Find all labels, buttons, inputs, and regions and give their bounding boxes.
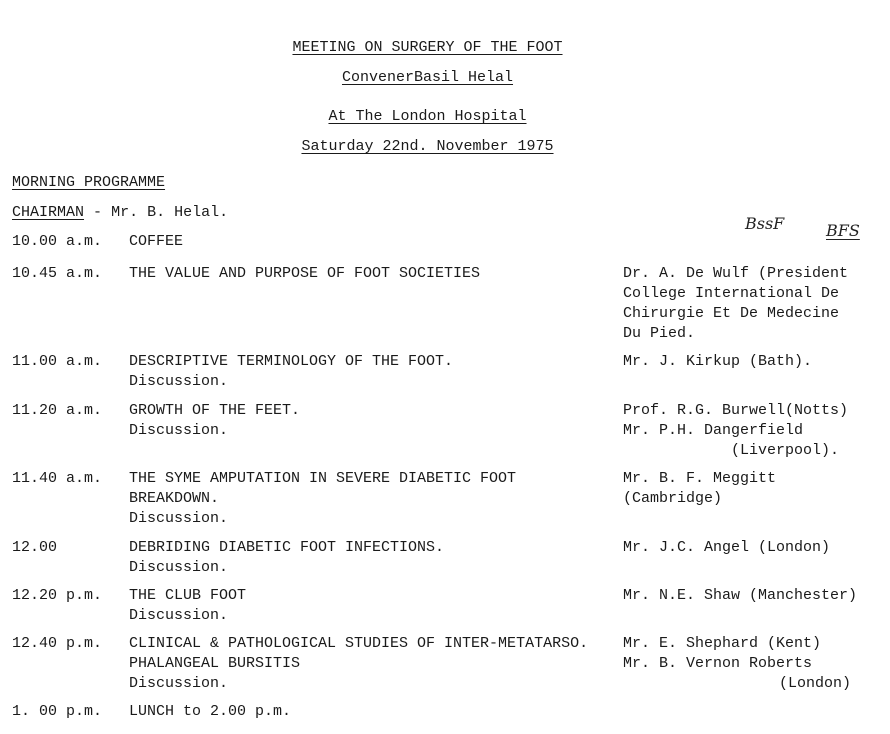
schedule-title xyxy=(129,401,300,441)
convener-line: ConvenerBasil Helal xyxy=(341,69,514,86)
speaker-line: Mr. E. Shephard (Kent) xyxy=(623,635,822,652)
schedule-time: 12.40 p.m. xyxy=(12,635,103,652)
speaker-line: Mr. B. F. Meggitt xyxy=(623,470,777,487)
schedule-title xyxy=(129,352,453,392)
speaker-line: Mr. J.C. Angel (London) xyxy=(623,539,831,556)
schedule-speaker xyxy=(623,586,857,606)
handwritten-mark-bfs: BFS xyxy=(826,221,860,240)
date-line: Saturday 22nd. November 1975 xyxy=(301,138,554,155)
speaker-line: Prof. R.G. Burwell(Notts) xyxy=(623,402,849,419)
speaker-line: Mr. P.H. Dangerfield xyxy=(623,422,804,439)
title-line: Discussion. xyxy=(129,422,229,439)
chairman-label: CHAIRMAN xyxy=(12,204,85,221)
schedule-time: 12.20 p.m. xyxy=(12,587,103,604)
title-line: Discussion. xyxy=(129,675,229,692)
schedule-title xyxy=(129,232,183,252)
schedule-speaker xyxy=(623,469,776,509)
title-line: THE VALUE AND PURPOSE OF FOOT SOCIETIES xyxy=(129,265,481,282)
schedule-time: 12.00 xyxy=(12,539,58,556)
chairman-separator: - xyxy=(93,204,103,221)
handwritten-mark-bssf: BssF xyxy=(745,214,785,233)
title-line: THE SYME AMPUTATION IN SEVERE DIABETIC FOOT xyxy=(129,470,517,487)
title-line: Discussion. xyxy=(129,607,229,624)
schedule-title xyxy=(129,264,480,284)
schedule-time: 10.00 a.m. xyxy=(12,233,103,250)
schedule-title xyxy=(129,538,444,578)
schedule-time: 11.40 a.m. xyxy=(12,470,103,487)
schedule-speaker xyxy=(623,401,848,461)
schedule-time: 11.00 a.m. xyxy=(12,353,103,370)
schedule-speaker xyxy=(623,634,851,694)
title-line: BREAKDOWN. xyxy=(129,490,220,507)
schedule-speaker xyxy=(623,352,812,372)
title-line: COFFEE xyxy=(129,233,184,250)
schedule-title xyxy=(129,634,588,694)
schedule-title xyxy=(129,469,516,529)
speaker-line: College International De xyxy=(623,285,840,302)
title-line: Discussion. xyxy=(129,510,229,527)
title-line: Discussion. xyxy=(129,559,229,576)
section-heading: MORNING PROGRAMME xyxy=(12,174,166,191)
schedule-time: 1. 00 p.m. xyxy=(12,703,103,720)
title-line: LUNCH to 2.00 p.m. xyxy=(129,703,292,720)
speaker-line: Mr. J. Kirkup (Bath). xyxy=(623,353,813,370)
document-title: MEETING ON SURGERY OF THE FOOT xyxy=(292,39,563,56)
chairman-line xyxy=(12,203,228,223)
chairman-name: Mr. B. Helal. xyxy=(111,204,229,221)
schedule-time: 10.45 a.m. xyxy=(12,265,103,282)
speaker-line: Du Pied. xyxy=(623,325,696,342)
title-line: DEBRIDING DIABETIC FOOT INFECTIONS. xyxy=(129,539,445,556)
title-line: Discussion. xyxy=(129,373,229,390)
schedule-title xyxy=(129,586,246,626)
speaker-line: (Liverpool). xyxy=(731,442,840,459)
schedule-speaker xyxy=(623,538,830,558)
speaker-line: Mr. B. Vernon Roberts xyxy=(623,655,813,672)
schedule-title xyxy=(129,702,291,722)
schedule-time: 11.20 a.m. xyxy=(12,402,103,419)
title-line: DESCRIPTIVE TERMINOLOGY OF THE FOOT. xyxy=(129,353,454,370)
speaker-line: (London) xyxy=(779,675,852,692)
title-line: PHALANGEAL BURSITIS xyxy=(129,655,301,672)
venue-line: At The London Hospital xyxy=(328,108,527,125)
schedule-speaker xyxy=(623,264,848,344)
speaker-line: Dr. A. De Wulf (President xyxy=(623,265,849,282)
title-line: THE CLUB FOOT xyxy=(129,587,247,604)
title-line: CLINICAL & PATHOLOGICAL STUDIES OF INTER-METATARSO. xyxy=(129,635,589,652)
speaker-line: (Cambridge) xyxy=(623,490,723,507)
speaker-line: Chirurgie Et De Medecine xyxy=(623,305,840,322)
title-line: GROWTH OF THE FEET. xyxy=(129,402,301,419)
speaker-line: Mr. N.E. Shaw (Manchester) xyxy=(623,587,858,604)
